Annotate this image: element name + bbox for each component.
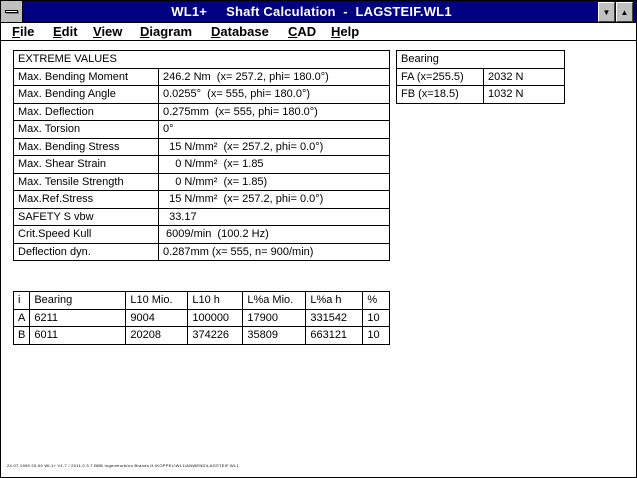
row-value: 6009/min (100.2 Hz)	[159, 226, 390, 244]
table-cell: 9004	[126, 309, 188, 327]
table-cell: 10	[363, 309, 390, 327]
menu-database[interactable]	[211, 23, 269, 40]
menu-view-accel: V	[93, 24, 102, 39]
menu-cad[interactable]	[288, 23, 316, 40]
table-cell: 6211	[30, 309, 126, 327]
menu-edit[interactable]	[53, 23, 78, 40]
row-value: 2032 N	[484, 68, 565, 86]
maximize-button[interactable]	[616, 2, 633, 22]
table-row	[14, 68, 390, 86]
table-header-row	[397, 51, 565, 69]
menu-file-rest: ile	[19, 24, 35, 39]
row-label: Crit.Speed Kull	[14, 226, 159, 244]
row-value: 0 N/mm² (x= 1.85	[159, 156, 390, 174]
table-row	[14, 243, 390, 261]
table-header-row	[14, 292, 390, 310]
table-row	[14, 86, 390, 104]
column-header: L10 h	[188, 292, 243, 310]
menu-diagram-rest: iagram	[149, 24, 193, 39]
table-row	[14, 138, 390, 156]
status-line: 24.07.1995 20:09 WL1+ V1.7 / 2011.0 3.7 BBB Ingenieurbüro Brands H:\KOPPEL\WL1\ANWEND\LAGSTEIF.WL1	[7, 463, 239, 468]
menu-cad-accel: C	[288, 24, 298, 39]
table-row	[14, 226, 390, 244]
table-cell: B	[14, 327, 30, 345]
bearing-forces-table	[396, 50, 565, 104]
menu-file-accel: F	[12, 24, 20, 39]
table-row	[397, 86, 565, 104]
row-label: Max. Bending Stress	[14, 138, 159, 156]
table-cell: 35809	[243, 327, 306, 345]
column-header: Bearing	[30, 292, 126, 310]
menu-diagram[interactable]	[140, 23, 192, 40]
row-value: 15 N/mm² (x= 257.2, phi= 0.0°)	[159, 191, 390, 209]
table-cell: A	[14, 309, 30, 327]
table-row	[397, 68, 565, 86]
row-label: Max. Shear Strain	[14, 156, 159, 174]
row-value: 0 N/mm² (x= 1.85)	[159, 173, 390, 191]
table-cell: 374226	[188, 327, 243, 345]
table-row	[14, 327, 390, 345]
table-cell: 6011	[30, 327, 126, 345]
row-label: Max. Deflection	[14, 103, 159, 121]
row-value: 0.0255° (x= 555, phi= 180.0°)	[159, 86, 390, 104]
extreme-values-header: EXTREME VALUES	[14, 51, 390, 69]
row-label: FB (x=18.5)	[397, 86, 484, 104]
table-row	[14, 191, 390, 209]
maximize-arrow-icon: ▲	[620, 8, 629, 17]
menu-file[interactable]	[12, 23, 34, 40]
row-value: 246.2 Nm (x= 257.2, phi= 180.0°)	[159, 68, 390, 86]
row-label: FA (x=255.5)	[397, 68, 484, 86]
row-label: Max. Tensile Strength	[14, 173, 159, 191]
title-bar[interactable]	[1, 1, 636, 23]
extreme-values-table	[13, 50, 390, 261]
menu-database-rest: atabase	[220, 24, 269, 39]
menu-diagram-accel: D	[140, 24, 150, 39]
table-row	[14, 173, 390, 191]
column-header: L10 Mio.	[126, 292, 188, 310]
menu-cad-rest: AD	[297, 24, 317, 39]
row-label: SAFETY S vbw	[14, 208, 159, 226]
table-header-row	[14, 51, 390, 69]
column-header: L%a h	[306, 292, 363, 310]
row-value: 0.275mm (x= 555, phi= 180.0°)	[159, 103, 390, 121]
row-label: Max. Bending Moment	[14, 68, 159, 86]
row-value: 15 N/mm² (x= 257.2, phi= 0.0°)	[159, 138, 390, 156]
minimize-button[interactable]	[598, 2, 615, 22]
row-label: Max. Bending Angle	[14, 86, 159, 104]
window-title: WL1+ Shaft Calculation - LAGSTEIF.WL1	[171, 4, 452, 19]
bearing-life-table	[13, 291, 390, 345]
row-value: 0°	[159, 121, 390, 139]
table-row	[14, 103, 390, 121]
column-header: i	[14, 292, 30, 310]
table-cell: 10	[363, 327, 390, 345]
menu-edit-accel: E	[53, 24, 62, 39]
menu-view[interactable]	[93, 23, 122, 40]
row-value: 1032 N	[484, 86, 565, 104]
menu-bar	[1, 23, 636, 41]
system-menu-icon	[5, 10, 18, 13]
menu-help-accel: H	[331, 24, 341, 39]
row-value: 0.287mm (x= 555, n= 900/min)	[159, 243, 390, 261]
table-cell: 20208	[126, 327, 188, 345]
column-header: %	[363, 292, 390, 310]
menu-edit-rest: dit	[61, 24, 78, 39]
table-row	[14, 121, 390, 139]
table-cell: 331542	[306, 309, 363, 327]
row-label: Max. Torsion	[14, 121, 159, 139]
table-row	[14, 208, 390, 226]
menu-database-accel: D	[211, 24, 221, 39]
row-label: Max.Ref.Stress	[14, 191, 159, 209]
table-cell: 100000	[188, 309, 243, 327]
minimize-arrow-icon: ▼	[602, 8, 611, 17]
table-row	[14, 309, 390, 327]
menu-view-rest: iew	[101, 24, 123, 39]
menu-help-rest: elp	[340, 24, 360, 39]
table-row	[14, 156, 390, 174]
bearing-forces-header: Bearing	[397, 51, 565, 69]
system-menu-button[interactable]	[1, 1, 23, 22]
row-label: Deflection dyn.	[14, 243, 159, 261]
menu-help[interactable]	[331, 23, 359, 40]
table-cell: 17900	[243, 309, 306, 327]
column-header: L%a Mio.	[243, 292, 306, 310]
row-value: 33.17	[159, 208, 390, 226]
table-cell: 663121	[306, 327, 363, 345]
